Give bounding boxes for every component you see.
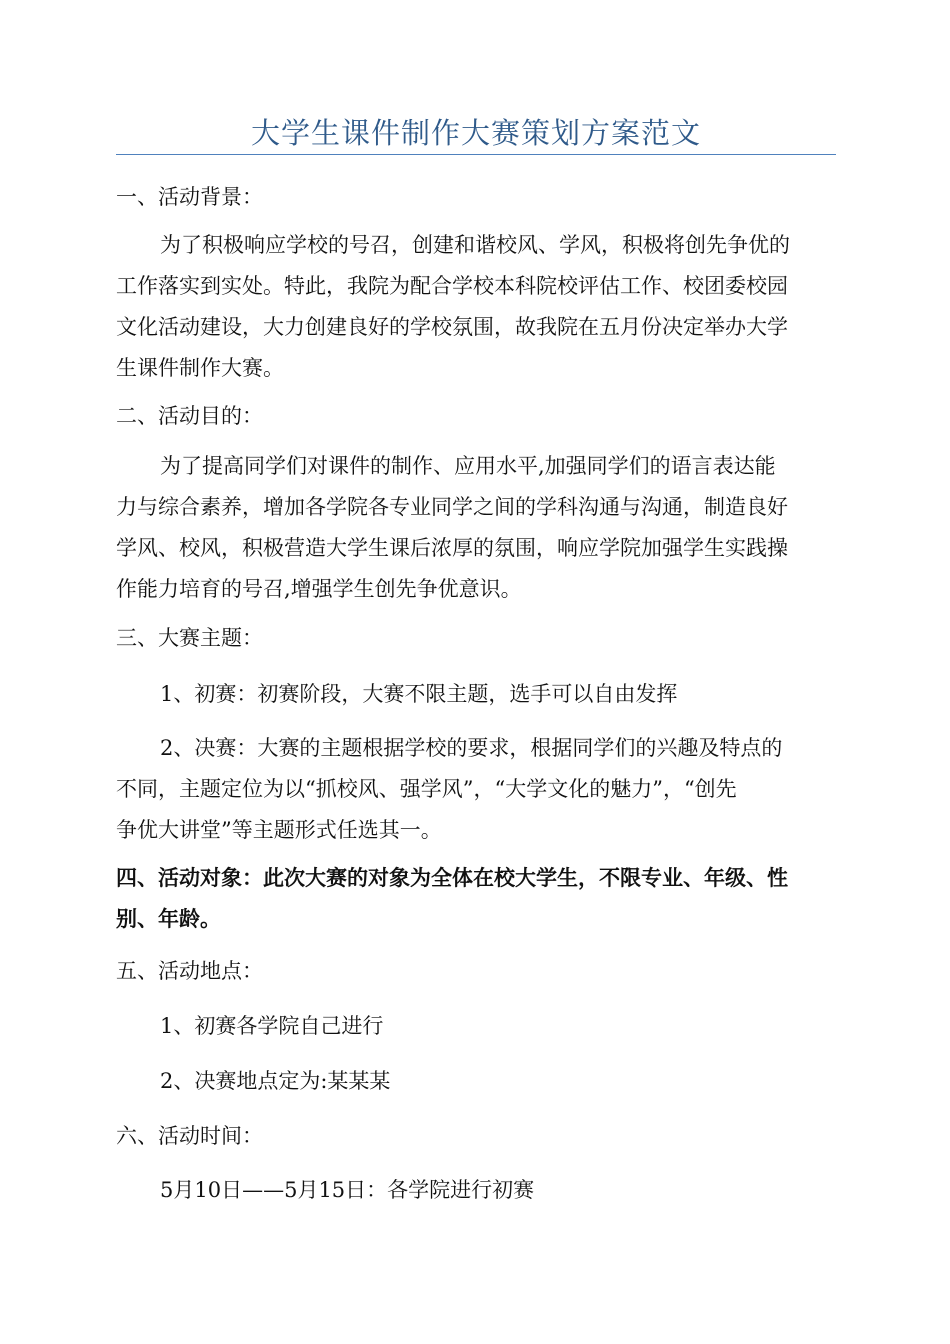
section-heading-background: 一、活动背景： [116, 185, 263, 209]
theme-item-preliminary: 1、初赛：初赛阶段，大赛不限主题，选手可以自由发挥 [160, 682, 678, 706]
venue-item-final: 2、决赛地点定为:某某某 [160, 1069, 391, 1093]
paragraph-line: 为了积极响应学校的号召，创建和谐校风、学风，积极将创先争优的 [160, 233, 790, 257]
paragraph-line: 不同，主题定位为以“抓校风、强学风”，“大学文化的魅力”，“创先 [116, 777, 737, 801]
paragraph-line: 2、决赛：大赛的主题根据学校的要求，根据同学们的兴趣及特点的 [160, 736, 783, 760]
time-item-preliminary: 5月10日——5月15日：各学院进行初赛 [160, 1178, 535, 1202]
paragraph-line: 工作落实到实处。特此，我院为配合学校本科院校评估工作、校团委校园 [116, 274, 788, 298]
paragraph-line: 别、年龄。 [116, 906, 221, 931]
paragraph-line: 文化活动建设，大力创建良好的学校氛围，故我院在五月份决定举办大学 [116, 315, 788, 339]
paragraph-line: 生课件制作大赛。 [116, 356, 284, 380]
title-underline [116, 154, 836, 155]
paragraph-line: 争优大讲堂”等主题形式任选其一。 [116, 818, 442, 842]
paragraph-line: 为了提高同学们对课件的制作、应用水平,加强同学们的语言表达能 [160, 454, 776, 478]
section-heading-purpose: 二、活动目的： [116, 404, 263, 428]
paragraph-line: 四、活动对象：此次大赛的对象为全体在校大学生，不限专业、年级、性 [116, 865, 788, 890]
paragraph-line: 学风、校风，积极营造大学生课后浓厚的氛围，响应学院加强学生实践操 [116, 536, 788, 560]
section-heading-theme: 三、大赛主题： [116, 626, 263, 650]
section-heading-venue: 五、活动地点： [116, 959, 263, 983]
paragraph-line: 力与综合素养，增加各学院各专业同学之间的学科沟通与沟通，制造良好 [116, 495, 788, 519]
section-participants [116, 860, 836, 937]
section-heading-time: 六、活动时间： [116, 1124, 263, 1148]
paragraph-line: 作能力培育的号召,增强学生创先争优意识。 [116, 577, 522, 601]
paragraph-purpose [116, 448, 836, 607]
document-title: 大学生课件制作大赛策划方案范文 [250, 116, 701, 150]
venue-item-preliminary: 1、初赛各学院自己进行 [160, 1014, 384, 1038]
theme-item-final [116, 730, 836, 848]
paragraph-background [116, 227, 836, 386]
